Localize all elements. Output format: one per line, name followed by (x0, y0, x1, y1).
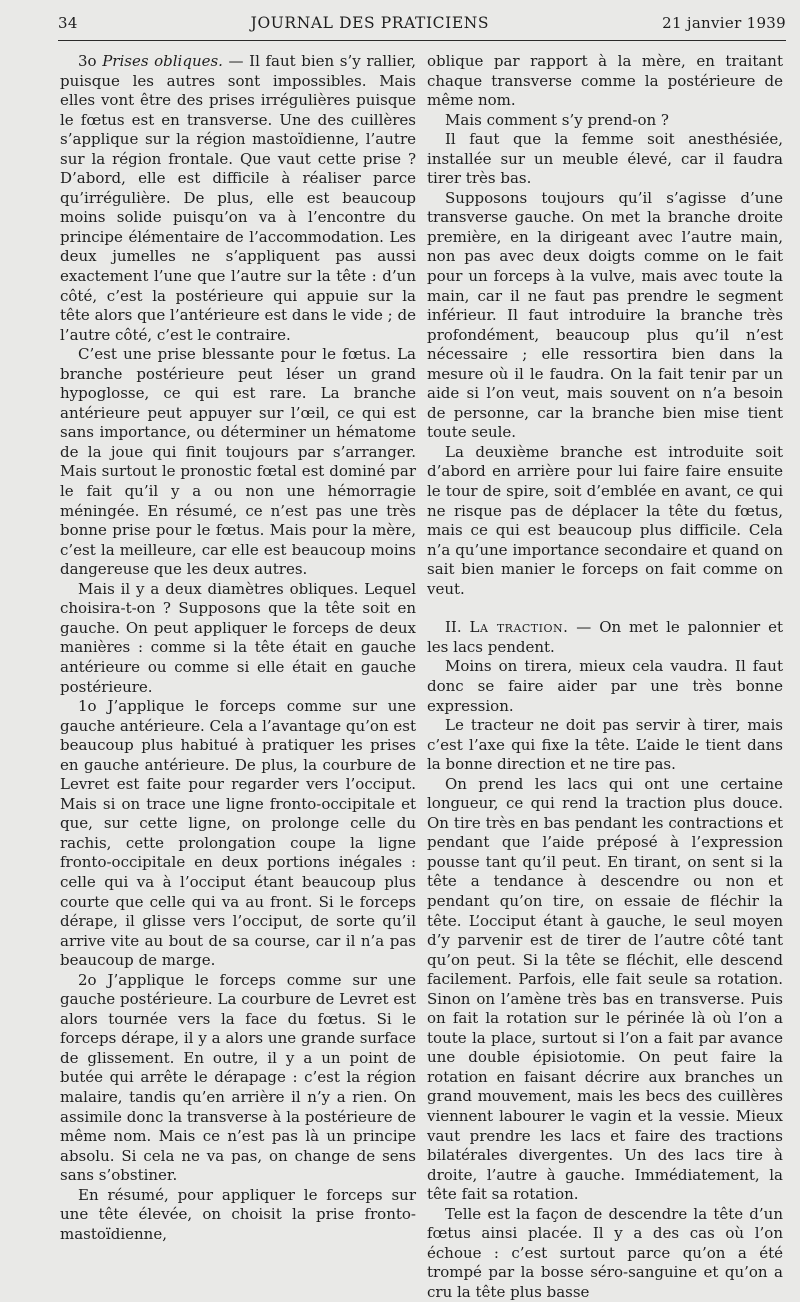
paragraph-text: — Il faut bien s’y rallier, puisque les autres sont impossibles. Mais elles vont être des prises irrégulières puisque le fœtus est en transverse. Une des cuillères s’applique sur la région mastoïdienne, l’autre sur la région frontale. Que vaut cette prise ? D’abord, elle est difficile à réaliser parce qu’irrégulière. De plus, elle est beaucoup moins solide puisqu’on va à l’encontre du principe élémentaire de l’accommodation. Les deux jumelles ne s’appliquent pas aussi exactement l’une que l’autre sur la tête : d’un côté, c’est la postérieure qui appuie sur la tête alors que l’antérieure est dans le vide ; de l’autre côté, c’est le contraire. (60, 52, 416, 344)
right-column (427, 52, 783, 1302)
paragraph (427, 111, 783, 131)
paragraph (60, 971, 416, 1186)
page-number: 34 (58, 14, 78, 32)
paragraph-text: La deuxième branche est introduite soit d’abord en arrière pour lui faire faire ensuite le tour de spire, soit d’emblée en avant, ce qui ne risque pas de déplacer la tête du fœtus, mais ce qui est beaucoup plus difficile. Cela n’a qu’une importance secondaire et quand on sait bien manier le forceps on fait comme on veut. (427, 442, 783, 598)
paragraph (427, 52, 783, 111)
paragraph-text: oblique par rapport à la mère, en traitant chaque transverse comme la postérieure de même nom. (427, 52, 783, 110)
paragraph (427, 716, 783, 775)
paragraph (427, 443, 783, 599)
section-heading: La traction. (469, 618, 569, 637)
section-number: II. (445, 618, 462, 637)
paragraph (60, 52, 416, 345)
section-heading: Prises obliques. (102, 52, 223, 70)
paragraph-text: Mais comment s’y prend-on ? (445, 110, 669, 129)
paragraph (427, 618, 783, 657)
paragraph (427, 189, 783, 443)
paragraph-text: 1o J’applique le forceps comme sur une gauche antérieure. Cela a l’avantage qu’on est beaucoup plus habitué à pratiquer les prises en gauche antérieure. De plus, la courbure de Levret est faite pour regarder vers l’occiput. Mais si on trace une ligne fronto-occipitale et que, sur cette ligne, on prolonge celle du rachis, cette prolongation coupe la ligne fronto-occipitale en deux portions inégales : celle qui va à l’occiput étant beaucoup plus courte que celle qui va au front. Si le forceps dérape, il glisse vers l’occiput, de sorte qu’il arrive vite au bout de sa course, car il n’a pas beaucoup de marge. (60, 697, 416, 970)
paragraph-text: Supposons toujours qu’il s’agisse d’une transverse gauche. On met la branche droite première, en la dirigeant avec l’autre main, non pas avec deux doigts comme on le fait pour un forceps à la vulve, mais avec toute la main, car il ne faut pas prendre le segment inférieur. Il faut introduire la branche très profondément, beaucoup plus qu’il n’est nécessaire ; elle ressortira bien dans la mesure où il le faudra. On la fait tenir par un aide si l’on veut, mais souvent on n’a besoin de personne, car la branche bien mise tient toute seule. (427, 188, 783, 442)
paragraph (427, 130, 783, 189)
paragraph (427, 775, 783, 1205)
paragraph (60, 1186, 416, 1245)
paragraph-text: C’est une prise blessante pour le fœtus. La branche postérieure peut léser un grand hypoglosse, ce qui est rare. La branche antérieure peut appuyer sur l’œil, ce qui est sans importance, ou déterminer un hématome de la joue qui finit toujours par s’arranger. Mais surtout le pronostic fœtal est dominé par le fait qu’il y a ou non une hémorragie méningée. En résumé, ce n’est pas une très bonne prise pour le fœtus. Mais pour la mère, c’est la meilleure, car elle est beaucoup moins dangereuse que les deux autres. (60, 345, 416, 579)
issue-date: 21 janvier 1939 (662, 14, 786, 32)
paragraph-text: Moins on tirera, mieux cela vaudra. Il faut donc se faire aider par une très bonne expression. (427, 657, 783, 715)
left-column (60, 52, 416, 1244)
header-rule (58, 40, 786, 41)
paragraph-text: Il faut que la femme soit anesthésiée, installée sur un meuble élevé, car il faudra tirer très bas. (427, 130, 783, 188)
paragraph-text: Mais il y a deux diamètres obliques. Lequel choisira-t-on ? Supposons que la tête soit en gauche. On peut appliquer le forceps de deux manières : comme si la tête était en gauche antérieure ou comme si elle était en gauche postérieure. (60, 579, 416, 696)
paragraph (60, 697, 416, 971)
paragraph-text: Telle est la façon de descendre la tête d’un fœtus ainsi placée. Il y a des cas où l’on échoue : c’est surtout parce qu’on a été trompé par la bosse séro-sanguine et qu’on a cru la tête plus basse (427, 1204, 783, 1301)
paragraph-text: On prend les lacs qui ont une certaine longueur, ce qui rend la traction plus douce. On tire très en bas pendant les contractions et pendant que l’aide préposé à l’expression pousse tant qu’il peut. En tirant, on sent si la tête a tendance à descendre ou non et pendant qu’on tire, on essaie de fléchir la tête. L’occiput étant à gauche, le seul moyen d’y parvenir est de tirer de l’autre côté tant qu’on peut. Si la tête se fléchit, elle descend facilement. Parfois, elle fait seule sa rotation. Sinon on l’amène très bas en transverse. Puis on fait la rotation sur le périnée là où l’on a toute la place, surtout si l’on a fait par avance une double épisiotomie. On peut faire la rotation en faisant décrire aux branches un grand mouvement, mais les becs des cuillères viennent labourer le vagin et la vessie. Mieux vaut prendre les lacs et faire des tractions bilatérales divergentes. Un des lacs tire à droite, l’autre à gauche. Immédiatement, la tête fait sa rotation. (427, 774, 783, 1204)
paragraph-text: — On met le palonnier et les lacs pendent. (427, 618, 783, 656)
section-gap (427, 599, 783, 618)
paragraph (427, 657, 783, 716)
section-number: 3o (78, 52, 97, 70)
paragraph-text: 2o J’applique le forceps comme sur une gauche postérieure. La courbure de Levret est alors tournée vers la face du fœtus. Si le forceps dérape, il y a alors une grande surface de glissement. En outre, il y a un point de butée qui arrête le dérapage : c’est la région malaire, tandis qu’en arrière il n’y a rien. On assimile donc la transverse à la postérieure de même nom. Mais ce n’est pas là un principe absolu. Si cela ne va pas, on change de sens sans s’obstiner. (60, 970, 416, 1185)
paragraph-text: Le tracteur ne doit pas servir à tirer, mais c’est l’axe qui fixe la tête. L’aide le tient dans la bonne direction et ne tire pas. (427, 716, 783, 774)
journal-title: JOURNAL DES PRATICIENS (250, 14, 490, 32)
paragraph (427, 1205, 783, 1302)
paragraph (60, 580, 416, 697)
paragraph-text: En résumé, pour appliquer le forceps sur une tête élevée, on choisit la prise fronto-mastoïdienne, (60, 1185, 416, 1243)
running-header (58, 14, 786, 40)
paragraph (60, 345, 416, 580)
